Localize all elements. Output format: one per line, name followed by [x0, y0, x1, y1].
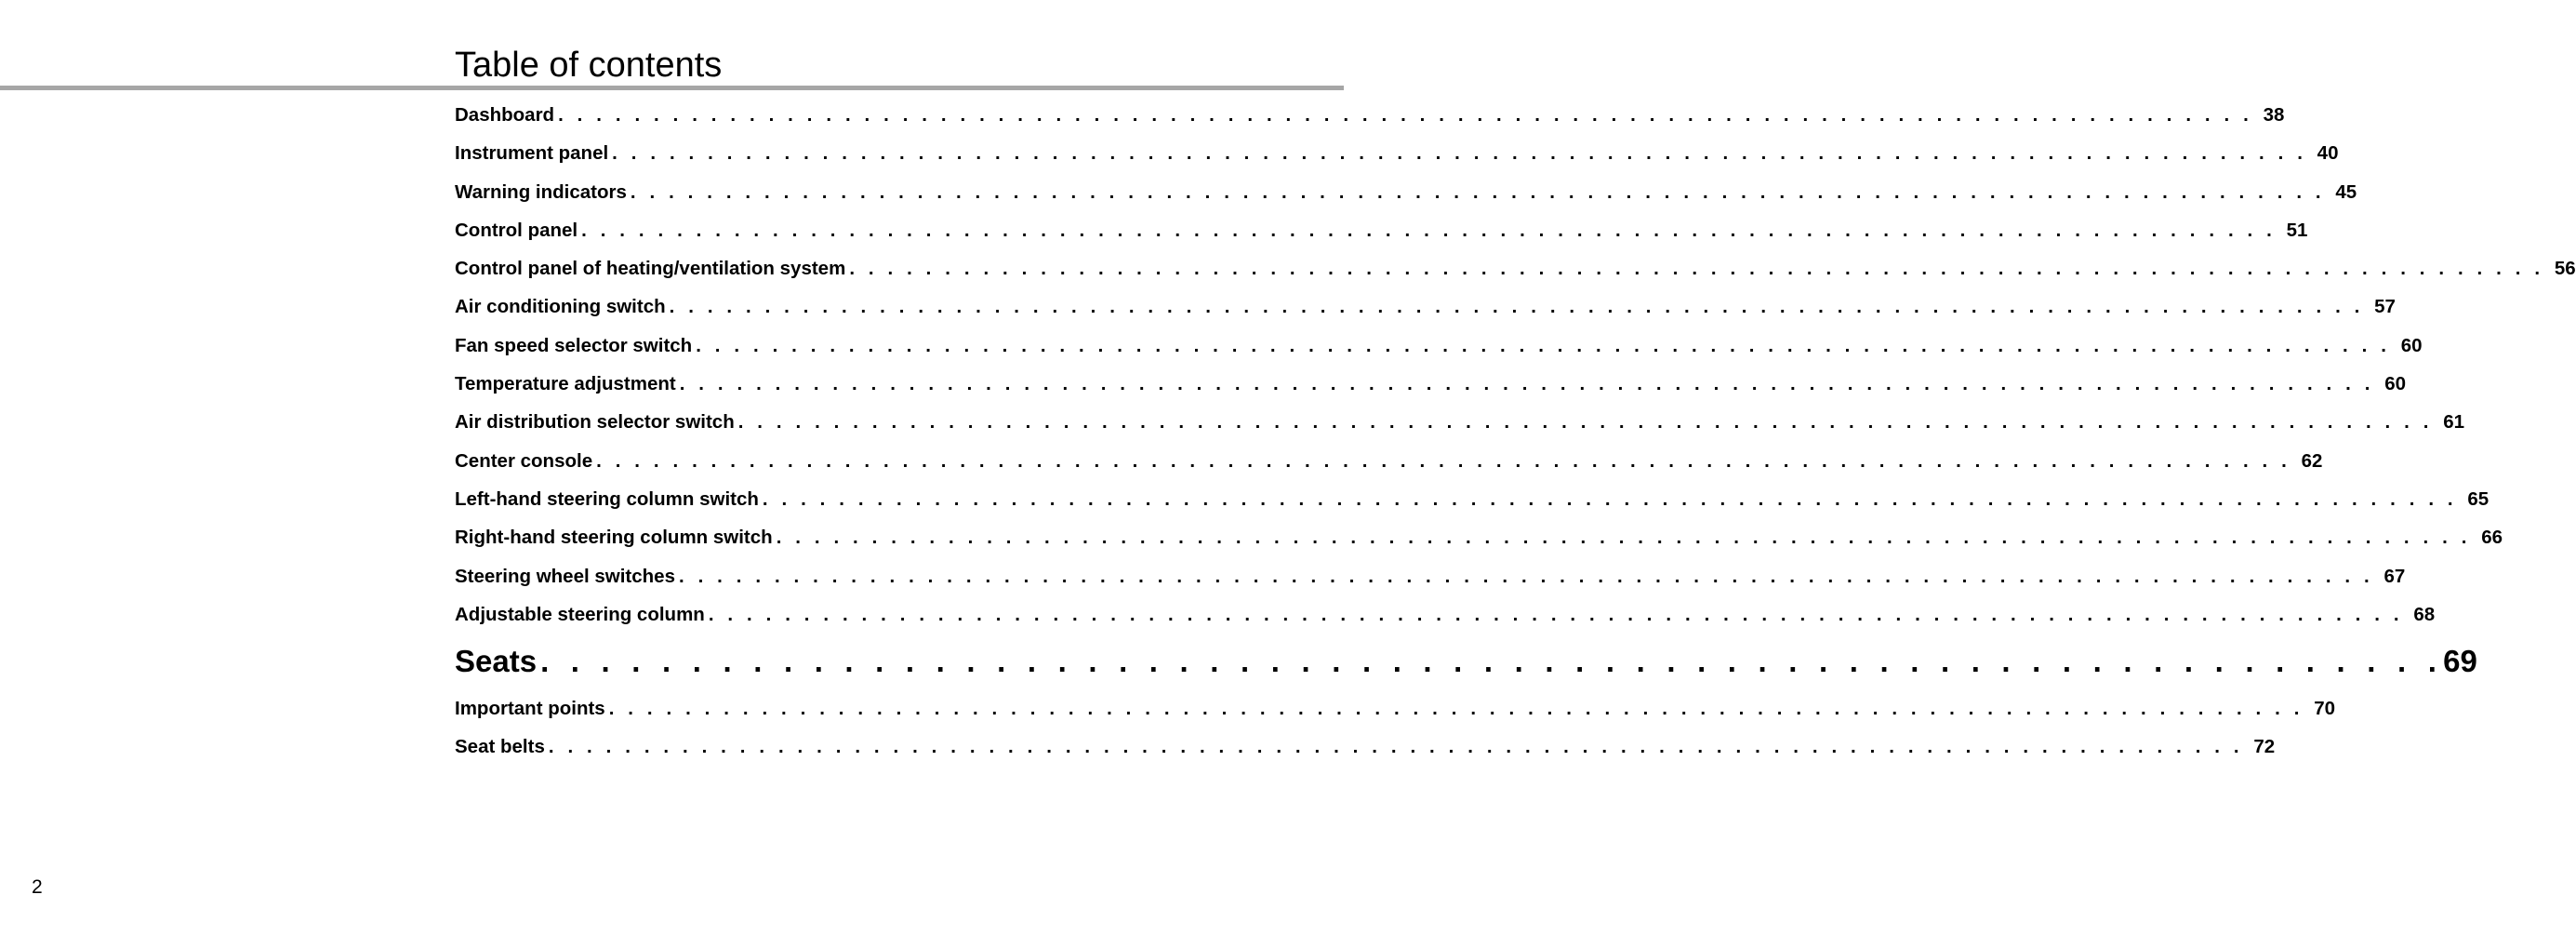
dot-leader: . . . . . . . . . . . . . . . . . . . . . . . . . . . . . . . . . . . . . . . . . . . . . . . . . . . . . . . . . . . . . . . . . . . . . . . . . . . . . . . . . . . . . . . . . — [708, 603, 2404, 625]
dot-leader: . . . . . . . . . . . . . . . . . . . . . . . . . . . . . . . . . . . . . . . . . . . . . . . . . . . . . . . . . . . . . . . . . . . . . . . . . . . . . . . . . . . . . . . . . — [596, 449, 2291, 472]
dot-leader: . . . . . . . . . . . . . . . . . . . . . . . . . . . . . . . . . . . . . . . . . . . . . . . . . . . . . . . . . . . . . . . . . . . . . . . . . . . . . . . . . . . . . . . . . — [581, 219, 2277, 241]
toc-entry-page: 38 — [2263, 104, 2285, 126]
dot-leader: . . . . . . . . . . . . . . . . . . . . . . . . . . . . . . . . . . . . . . . . . . . . . . . . . . . . . . . . . . . . . . . . . . . . . . . . . . . . . . . . . . . . . . . . . — [630, 180, 2326, 203]
toc-entry-label: Right-hand steering column switch — [455, 527, 773, 549]
toc-entry-page: 57 — [2374, 296, 2396, 318]
toc-entry[interactable] — [455, 365, 2407, 403]
toc-entry-page: 45 — [2335, 180, 2357, 203]
toc-entry[interactable] — [455, 287, 2396, 326]
toc-entry-label: Adjustable steering column — [455, 603, 705, 625]
toc-entry-page: 62 — [2301, 449, 2323, 472]
toc-entry-page: 56 — [2554, 258, 2576, 280]
toc-entry-label: Important points — [455, 698, 605, 720]
toc-entry[interactable] — [455, 728, 2276, 766]
dot-leader: . . . . . . . . . . . . . . . . . . . . . . . . . . . . . . . . . . . . . . . . . . . . . . . . . . . . . . . . . . . . . . . . . . . . . . . . . . . . . . . . . . . . . . . . . — [548, 736, 2244, 758]
toc-entry[interactable] — [455, 96, 2285, 134]
toc-entry-page: 72 — [2253, 736, 2276, 758]
toc-entry-page: 67 — [2383, 565, 2406, 587]
dot-leader: . . . . . . . . . . . . . . . . . . . . . . . . . . . . . . . . . . . . . . . . . . . . . . . . . . . . . . . . . . . . . . . — [540, 644, 2444, 679]
toc-entry-page: 60 — [2400, 334, 2423, 356]
toc-entry[interactable] — [455, 173, 2357, 211]
dot-leader: . . . . . . . . . . . . . . . . . . . . . . . . . . . . . . . . . . . . . . . . . . . . . . . . . . . . . . . . . . . . . . . . . . . . . . . . . . . . . . . . . . . . . . . . . — [679, 373, 2375, 395]
toc-entry-page: 70 — [2314, 698, 2336, 720]
toc-entry-label: Control panel of heating/ventilation system — [455, 258, 846, 280]
dot-leader: . . . . . . . . . . . . . . . . . . . . . . . . . . . . . . . . . . . . . . . . . . . . . . . . . . . . . . . . . . . . . . . . . . . . . . . . . . . . . . . . . . . . . . . . . — [678, 565, 2374, 587]
toc-entry-label: Seat belts — [455, 736, 545, 758]
toc-entry[interactable] — [455, 327, 2423, 365]
dot-leader: . . . . . . . . . . . . . . . . . . . . . . . . . . . . . . . . . . . . . . . . . . . . . . . . . . . . . . . . . . . . . . . . . . . . . . . . . . . . . . . . . . . . . . . . . — [762, 487, 2458, 510]
toc-chapter-entry[interactable] — [455, 635, 2477, 688]
toc-entry-page: 68 — [2413, 603, 2436, 625]
toc-entry-label: Control panel — [455, 219, 578, 241]
toc-entry[interactable] — [455, 403, 2465, 441]
toc-list — [455, 96, 2576, 767]
toc-entry-page: 60 — [2384, 373, 2407, 395]
page-number: 2 — [32, 876, 43, 898]
toc-entry-page: 40 — [2317, 142, 2339, 165]
toc-entry-label: Fan speed selector switch — [455, 334, 693, 356]
toc-entry[interactable] — [455, 249, 2576, 287]
page-title: Table of contents — [455, 46, 723, 85]
dot-leader: . . . . . . . . . . . . . . . . . . . . . . . . . . . . . . . . . . . . . . . . . . . . . . . . . . . . . . . . . . . . . . . . . . . . . . . . . . . . . . . . . . . . . . . . . — [849, 258, 2544, 280]
toc-chapter-label: Seats — [455, 644, 538, 679]
toc-entry-page: 51 — [2286, 219, 2308, 241]
dot-leader: . . . . . . . . . . . . . . . . . . . . . . . . . . . . . . . . . . . . . . . . . . . . . . . . . . . . . . . . . . . . . . . . . . . . . . . . . . . . . . . . . . . . . . . . . — [558, 104, 2253, 126]
toc-entry[interactable] — [455, 518, 2503, 556]
toc-entry-label: Left-hand steering column switch — [455, 487, 759, 510]
toc-entry[interactable] — [455, 480, 2490, 518]
toc-entry-label: Instrument panel — [455, 142, 609, 165]
toc-chapter-page: 69 — [2443, 644, 2477, 679]
toc-entry[interactable] — [455, 689, 2336, 728]
dot-leader: . . . . . . . . . . . . . . . . . . . . . . . . . . . . . . . . . . . . . . . . . . . . . . . . . . . . . . . . . . . . . . . . . . . . . . . . . . . . . . . . . . . . . . . . . — [608, 698, 2304, 720]
dot-leader: . . . . . . . . . . . . . . . . . . . . . . . . . . . . . . . . . . . . . . . . . . . . . . . . . . . . . . . . . . . . . . . . . . . . . . . . . . . . . . . . . . . . . . . . . — [696, 334, 2391, 356]
dot-leader: . . . . . . . . . . . . . . . . . . . . . . . . . . . . . . . . . . . . . . . . . . . . . . . . . . . . . . . . . . . . . . . . . . . . . . . . . . . . . . . . . . . . . . . . . — [612, 142, 2307, 165]
toc-entry[interactable] — [455, 211, 2308, 249]
toc-entry-label: Air conditioning switch — [455, 296, 666, 318]
toc-entry-label: Dashboard — [455, 104, 555, 126]
toc-entry[interactable] — [455, 595, 2436, 634]
dot-leader: . . . . . . . . . . . . . . . . . . . . . . . . . . . . . . . . . . . . . . . . . . . . . . . . . . . . . . . . . . . . . . . . . . . . . . . . . . . . . . . . . . . . . . . . . — [669, 296, 2364, 318]
title-divider — [0, 86, 1344, 90]
toc-entry[interactable] — [455, 134, 2339, 172]
toc-entry-label: Temperature adjustment — [455, 373, 676, 395]
toc-entry[interactable] — [455, 557, 2406, 595]
toc-entry-page: 65 — [2467, 487, 2490, 510]
toc-entry-page: 61 — [2443, 411, 2465, 434]
toc-entry-page: 66 — [2481, 527, 2503, 549]
toc-entry-label: Center console — [455, 449, 593, 472]
toc-entry[interactable] — [455, 442, 2323, 480]
dot-leader: . . . . . . . . . . . . . . . . . . . . . . . . . . . . . . . . . . . . . . . . . . . . . . . . . . . . . . . . . . . . . . . . . . . . . . . . . . . . . . . . . . . . . . . . . — [776, 527, 2471, 549]
toc-entry-label: Warning indicators — [455, 180, 627, 203]
dot-leader: . . . . . . . . . . . . . . . . . . . . . . . . . . . . . . . . . . . . . . . . . . . . . . . . . . . . . . . . . . . . . . . . . . . . . . . . . . . . . . . . . . . . . . . . . — [737, 411, 2434, 434]
toc-entry-label: Steering wheel switches — [455, 565, 675, 587]
toc-entry-label: Air distribution selector switch — [455, 411, 735, 434]
